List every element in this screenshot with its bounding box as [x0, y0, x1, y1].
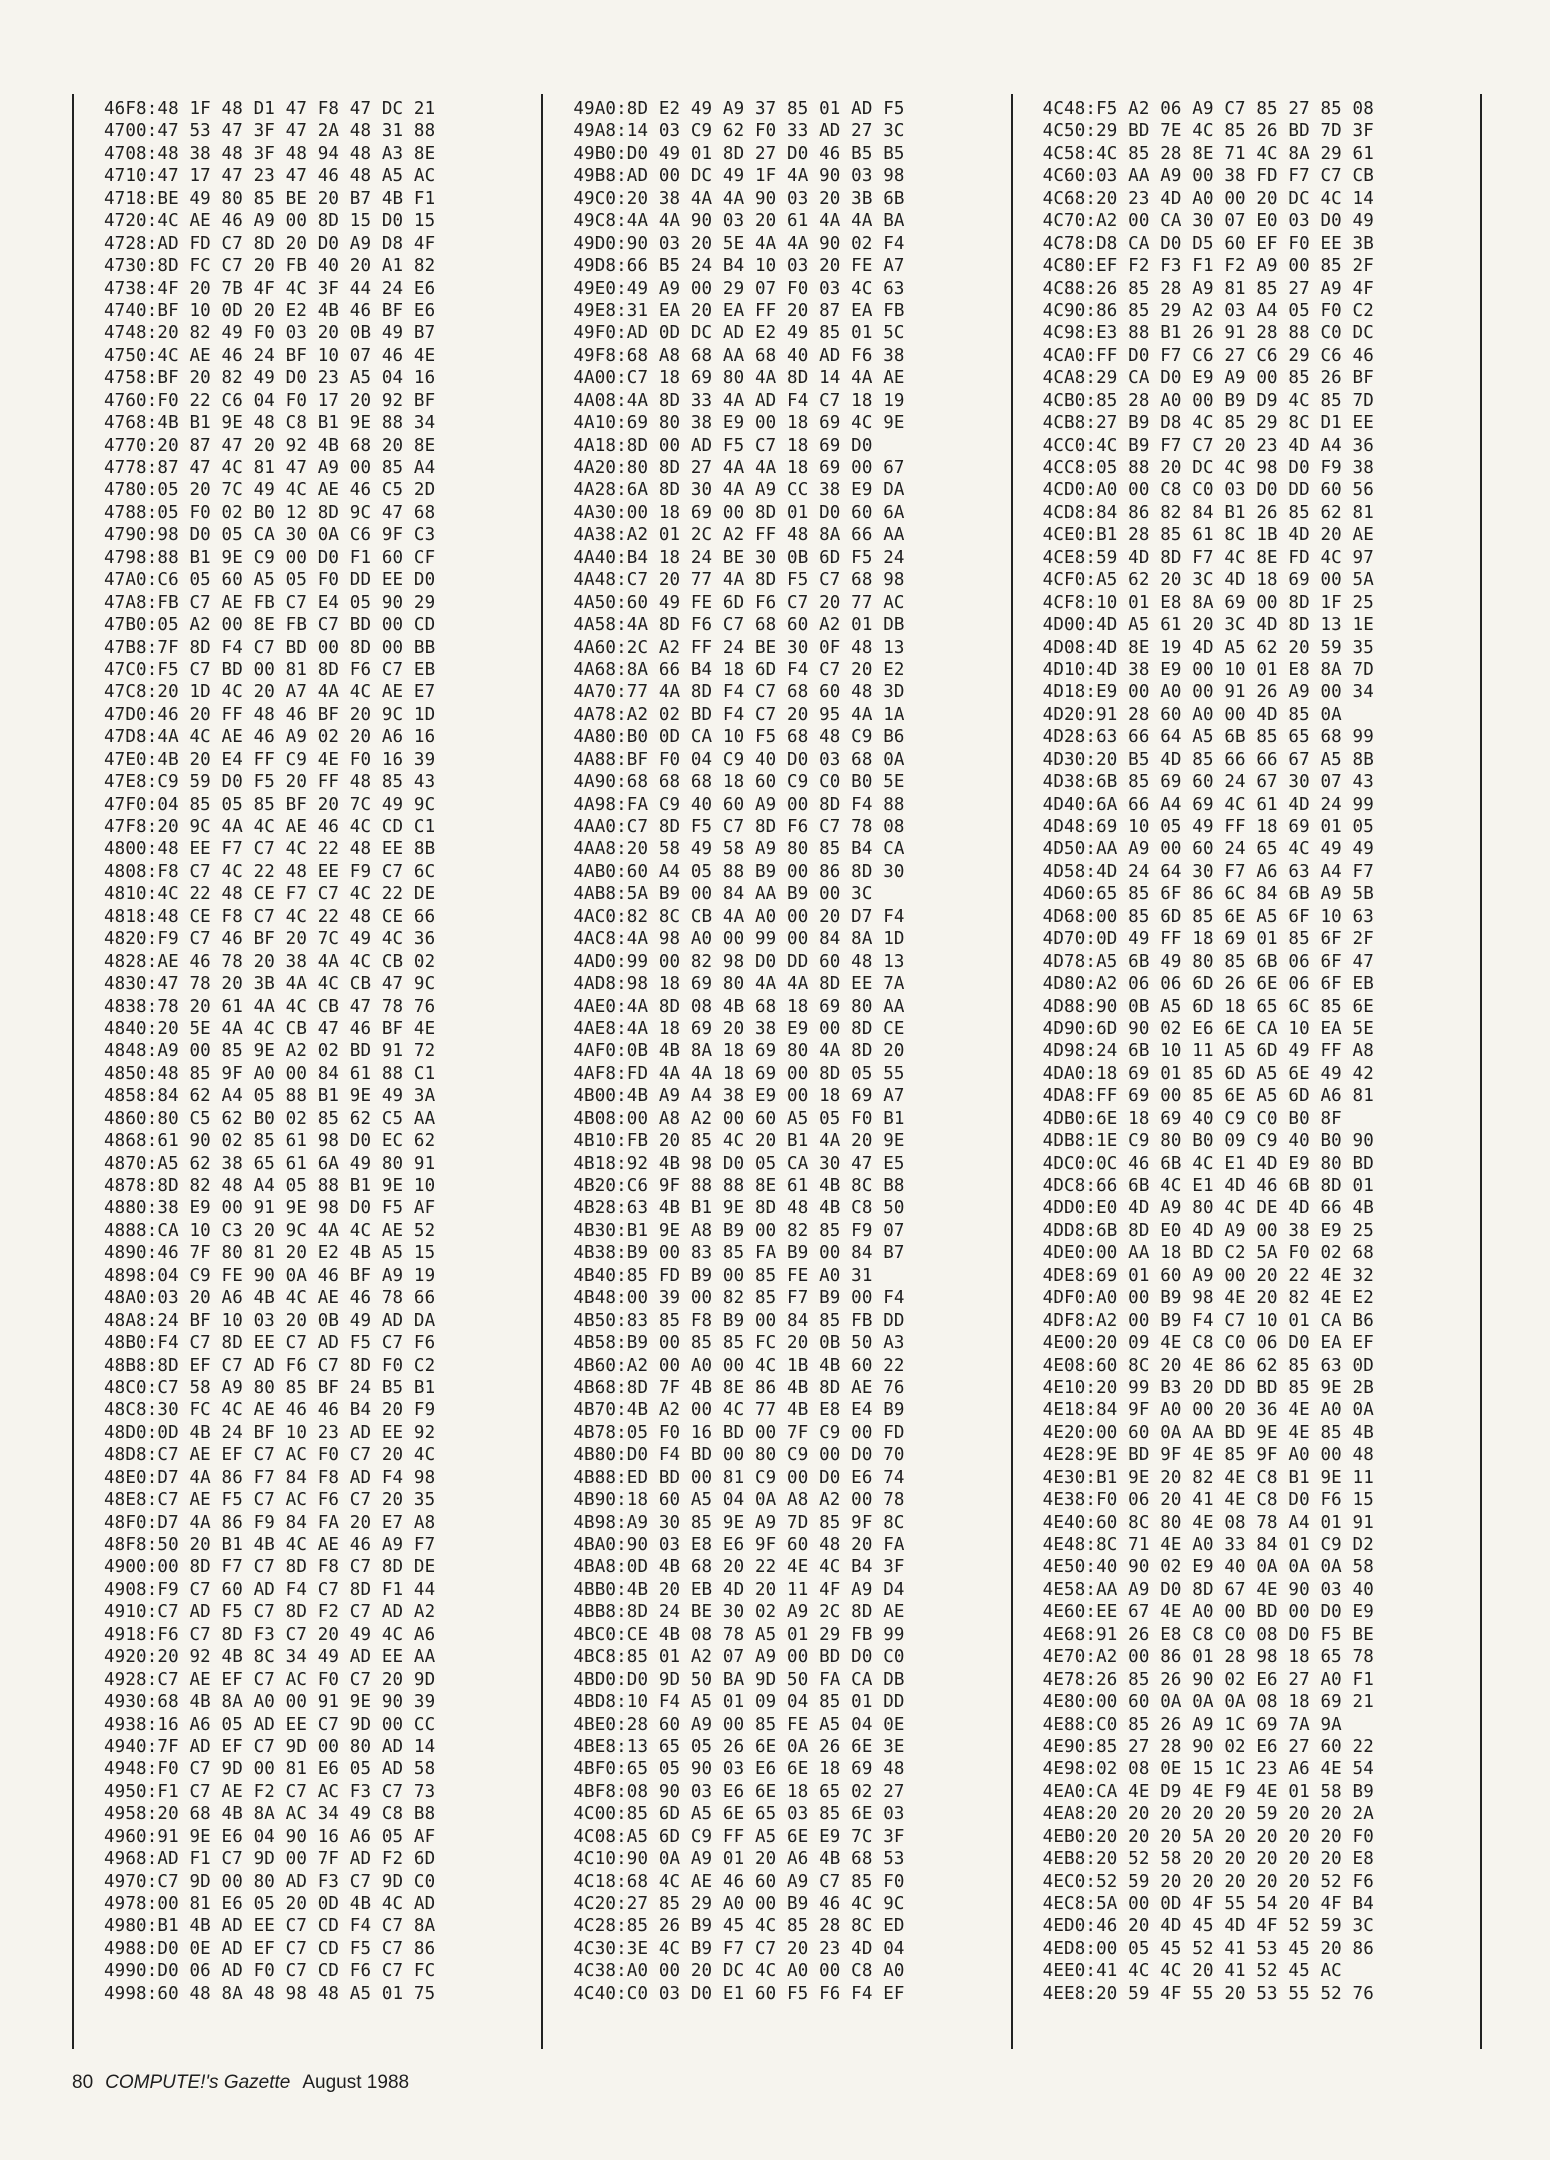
listing-line: 4DA8:FF 69 00 85 6E A5 6D A6 81 [1042, 1086, 1374, 1107]
listing-line: 49B0:D0 49 01 8D 27 D0 46 B5 B5 [573, 143, 905, 164]
listing-line: 48A8:24 BF 10 03 20 0B 49 AD DA [104, 1310, 436, 1331]
listing-line: 47A0:C6 05 60 A5 05 F0 DD EE D0 [104, 570, 436, 591]
listing-line: 4D50:AA A9 00 60 24 65 4C 49 49 [1042, 839, 1374, 860]
listing-line: 4BC8:85 01 A2 07 A9 00 BD D0 C0 [573, 1647, 905, 1668]
listing-line: 4E48:8C 71 4E A0 33 84 01 C9 D2 [1042, 1535, 1374, 1555]
listing-line: 49A8:14 03 C9 62 F0 33 AD 27 3C [573, 121, 905, 142]
listing-line: 4730:8D FC C7 20 FB 40 20 A1 82 [104, 256, 436, 277]
listing-line: 4E70:A2 00 86 01 28 98 18 65 78 [1042, 1647, 1374, 1668]
listing-line: 4EC0:52 59 20 20 20 20 20 52 F6 [1042, 1871, 1374, 1892]
listing-line: 48C8:30 FC 4C AE 46 46 B4 20 F9 [104, 1400, 436, 1421]
page-footer [72, 2072, 409, 2094]
listing-line: 4A40:B4 18 24 BE 30 0B 6D F5 24 [573, 547, 905, 568]
listing-line: 4880:38 E9 00 91 9E 98 D0 F5 AF [104, 1198, 436, 1219]
listing-column-1 [74, 94, 541, 2049]
listing-line: 4830:47 78 20 3B 4A 4C CB 47 9C [104, 974, 436, 995]
listing-line: 47D8:4A 4C AE 46 A9 02 20 A6 16 [104, 727, 436, 748]
listing-line: 4CF0:A5 62 20 3C 4D 18 69 00 5A [1042, 570, 1374, 591]
listing-line: 48C0:C7 58 A9 80 85 BF 24 B5 B1 [104, 1377, 436, 1398]
listing-line: 4D40:6A 66 A4 69 4C 61 4D 24 99 [1042, 794, 1374, 815]
listing-line: 4990:D0 06 AD F0 C7 CD F6 C7 FC [104, 1961, 436, 1982]
listing-line: 4898:04 C9 FE 90 0A 46 BF A9 19 [104, 1265, 436, 1286]
listing-line: 4B60:A2 00 A0 00 4C 1B 4B 60 22 [573, 1355, 905, 1376]
listing-line: 4D28:63 66 64 A5 6B 85 65 68 99 [1042, 727, 1374, 748]
listing-line: 49C8:4A 4A 90 03 20 61 4A 4A BA [573, 211, 905, 232]
listing-line: 4BD0:D0 9D 50 BA 9D 50 FA CA DB [573, 1669, 905, 1690]
listing-line: 4A08:4A 8D 33 4A AD F4 C7 18 19 [573, 390, 905, 411]
listing-line: 4E98:02 08 0E 15 1C 23 A6 4E 54 [1042, 1759, 1374, 1780]
listing-line: 47D0:46 20 FF 48 46 BF 20 9C 1D [104, 704, 436, 725]
listing-line: 4968:AD F1 C7 9D 00 7F AD F2 6D [104, 1849, 436, 1870]
listing-line: 4B98:A9 30 85 9E A9 7D 85 9F 8C [573, 1512, 905, 1533]
listing-line: 4B80:D0 F4 BD 00 80 C9 00 D0 70 [573, 1445, 905, 1466]
listing-line: 4AF8:FD 4A 4A 18 69 00 8D 05 55 [573, 1063, 905, 1084]
listing-line: 4708:48 38 48 3F 48 94 48 A3 8E [104, 143, 436, 164]
listing-line: 4D68:00 85 6D 85 6E A5 6F 10 63 [1042, 906, 1374, 927]
listing-line: 47B8:7F 8D F4 C7 BD 00 8D 00 BB [104, 637, 436, 658]
listing-line: 4C98:E3 88 B1 26 91 28 88 C0 DC [1042, 323, 1374, 344]
listing-line: 4C80:EF F2 F3 F1 F2 A9 00 85 2F [1042, 256, 1374, 277]
listing-column-2 [541, 94, 1010, 2049]
listing-line: 47E8:C9 59 D0 F5 20 FF 48 85 43 [104, 772, 436, 793]
listing-line: 4ED0:46 20 4D 45 4D 4F 52 59 3C [1042, 1916, 1374, 1937]
listing-line: 4E30:B1 9E 20 82 4E C8 B1 9E 11 [1042, 1467, 1374, 1488]
listing-line: 4C78:D8 CA D0 D5 60 EF F0 EE 3B [1042, 233, 1374, 254]
listing-line: 47A8:FB C7 AE FB C7 E4 05 90 29 [104, 592, 436, 613]
listing-line: 4940:7F AD EF C7 9D 00 80 AD 14 [104, 1736, 436, 1757]
listing-line: 4A78:A2 02 BD F4 C7 20 95 4A 1A [573, 704, 905, 725]
listing-line: 4D00:4D A5 61 20 3C 4D 8D 13 1E [1042, 615, 1374, 636]
listing-line: 4CD8:84 86 82 84 B1 26 85 62 81 [1042, 502, 1374, 523]
listing-line: 4B78:05 F0 16 BD 00 7F C9 00 FD [573, 1422, 905, 1443]
listing-line: 4A10:69 80 38 E9 00 18 69 4C 9E [573, 413, 905, 434]
listing-line: 4700:47 53 47 3F 47 2A 48 31 88 [104, 121, 436, 142]
listing-line: 4AA8:20 58 49 58 A9 80 85 B4 CA [573, 839, 905, 860]
listing-line: 4D98:24 6B 10 11 A5 6D 49 FF A8 [1042, 1041, 1374, 1062]
listing-line: 4808:F8 C7 4C 22 48 EE F9 C7 6C [104, 861, 436, 882]
listing-line: 47C0:F5 C7 BD 00 81 8D F6 C7 EB [104, 659, 436, 680]
listing-line: 4EC8:5A 00 0D 4F 55 54 20 4F B4 [1042, 1894, 1374, 1914]
listing-line: 4E50:40 90 02 E9 40 0A 0A 0A 58 [1042, 1557, 1374, 1578]
listing-line: 4838:78 20 61 4A 4C CB 47 78 76 [104, 996, 436, 1017]
listing-line: 4A60:2C A2 FF 24 BE 30 0F 48 13 [573, 637, 905, 658]
listing-line: 4E58:AA A9 D0 8D 67 4E 90 03 40 [1042, 1579, 1374, 1600]
listing-line: 4E40:60 8C 80 4E 08 78 A4 01 91 [1042, 1512, 1374, 1533]
listing-line: 4D80:A2 06 06 6D 26 6E 06 6F EB [1042, 974, 1374, 995]
listing-line: 48F8:50 20 B1 4B 4C AE 46 A9 F7 [104, 1535, 436, 1555]
listing-line: 4908:F9 C7 60 AD F4 C7 8D F1 44 [104, 1579, 436, 1600]
listing-line: 4D78:A5 6B 49 80 85 6B 06 6F 47 [1042, 951, 1374, 972]
listing-line: 48F0:D7 4A 86 F9 84 FA 20 E7 A8 [104, 1512, 436, 1533]
listing-line: 4E10:20 99 B3 20 DD BD 85 9E 2B [1042, 1377, 1374, 1398]
listing-line: 4B20:C6 9F 88 88 8E 61 4B 8C B8 [573, 1176, 905, 1196]
listing-line: 4C40:C0 03 D0 E1 60 F5 F6 F4 EF [573, 1983, 905, 2004]
listing-line: 4868:61 90 02 85 61 98 D0 EC 62 [104, 1131, 436, 1152]
listing-line: 4A80:B0 0D CA 10 F5 68 48 C9 B6 [573, 727, 905, 748]
listing-line: 4CB0:85 28 A0 00 B9 D9 4C 85 7D [1042, 390, 1374, 411]
listing-line: 4DF8:A2 00 B9 F4 C7 10 01 CA B6 [1042, 1310, 1374, 1331]
hex-listing [72, 94, 1482, 2049]
listing-line: 4820:F9 C7 46 BF 20 7C 49 4C 36 [104, 929, 436, 950]
listing-line: 4B58:B9 00 85 85 FC 20 0B 50 A3 [573, 1333, 905, 1354]
listing-line: 4958:20 68 4B 8A AC 34 49 C8 B8 [104, 1804, 436, 1825]
listing-line: 4C58:4C 85 28 8E 71 4C 8A 29 61 [1042, 143, 1374, 164]
listing-line: 4720:4C AE 46 A9 00 8D 15 D0 15 [104, 211, 436, 232]
listing-line: 4C00:85 6D A5 6E 65 03 85 6E 03 [573, 1804, 905, 1825]
listing-line: 4B08:00 A8 A2 00 60 A5 05 F0 B1 [573, 1108, 905, 1129]
listing-line: 47B0:05 A2 00 8E FB C7 BD 00 CD [104, 615, 436, 636]
listing-line: 49E0:49 A9 00 29 07 F0 03 4C 63 [573, 278, 905, 299]
listing-line: 4CB8:27 B9 D8 4C 85 29 8C D1 EE [1042, 413, 1374, 434]
listing-line: 4938:16 A6 05 AD EE C7 9D 00 CC [104, 1714, 436, 1735]
listing-line: 4BA0:90 03 E8 E6 9F 60 48 20 FA [573, 1535, 905, 1555]
listing-line: 48A0:03 20 A6 4B 4C AE 46 78 66 [104, 1288, 436, 1309]
listing-line: 4790:98 D0 05 CA 30 0A C6 9F C3 [104, 525, 436, 546]
listing-line: 4A90:68 68 68 18 60 C9 C0 B0 5E [573, 772, 905, 793]
listing-line: 4738:4F 20 7B 4F 4C 3F 44 24 E6 [104, 278, 436, 299]
listing-line: 4C60:03 AA A9 00 38 FD F7 C7 CB [1042, 166, 1374, 187]
listing-line: 4B10:FB 20 85 4C 20 B1 4A 20 9E [573, 1131, 905, 1152]
listing-line: 4900:00 8D F7 C7 8D F8 C7 8D DE [104, 1557, 436, 1578]
listing-line: 4848:A9 00 85 9E A2 02 BD 91 72 [104, 1041, 436, 1062]
listing-line: 4710:47 17 47 23 47 46 48 A5 AC [104, 166, 436, 187]
listing-line: 4B18:92 4B 98 D0 05 CA 30 47 E5 [573, 1153, 905, 1174]
listing-line: 4EB0:20 20 20 5A 20 20 20 20 F0 [1042, 1826, 1374, 1847]
listing-line: 4AD0:99 00 82 98 D0 DD 60 48 13 [573, 951, 905, 972]
listing-line: 4A20:80 8D 27 4A 4A 18 69 00 67 [573, 458, 905, 478]
listing-line: 47C8:20 1D 4C 20 A7 4A 4C AE E7 [104, 682, 436, 703]
listing-line: 4E60:EE 67 4E A0 00 BD 00 D0 E9 [1042, 1602, 1374, 1623]
listing-line: 4E88:C0 85 26 A9 1C 69 7A 9A [1042, 1714, 1342, 1735]
listing-line: 48B0:F4 C7 8D EE C7 AD F5 C7 F6 [104, 1333, 436, 1354]
listing-line: 4DC8:66 6B 4C E1 4D 46 6B 8D 01 [1042, 1176, 1374, 1196]
listing-line: 4AB8:5A B9 00 84 AA B9 00 3C [573, 884, 873, 905]
listing-line: 4B28:63 4B B1 9E 8D 48 4B C8 50 [573, 1198, 905, 1219]
listing-line: 4CC8:05 88 20 DC 4C 98 D0 F9 38 [1042, 458, 1374, 478]
listing-line: 4920:20 92 4B 8C 34 49 AD EE AA [104, 1647, 436, 1668]
listing-line: 4778:87 47 4C 81 47 A9 00 85 A4 [104, 458, 436, 478]
listing-line: 4BE0:28 60 A9 00 85 FE A5 04 0E [573, 1714, 905, 1735]
listing-line: 4E28:9E BD 9F 4E 85 9F A0 00 48 [1042, 1445, 1374, 1466]
listing-line: 49F0:AD 0D DC AD E2 49 85 01 5C [573, 323, 905, 344]
listing-line: 4EA0:CA 4E D9 4E F9 4E 01 58 B9 [1042, 1781, 1374, 1802]
listing-line: 4C10:90 0A A9 01 20 A6 4B 68 53 [573, 1849, 905, 1870]
listing-line: 4AE0:4A 8D 08 4B 68 18 69 80 AA [573, 996, 905, 1017]
listing-line: 4878:8D 82 48 A4 05 88 B1 9E 10 [104, 1176, 436, 1196]
listing-line: 4B50:83 85 F8 B9 00 84 85 FB DD [573, 1310, 905, 1331]
listing-line: 4DF0:A0 00 B9 98 4E 20 82 4E E2 [1042, 1288, 1374, 1309]
listing-line: 4BB8:8D 24 BE 30 02 A9 2C 8D AE [573, 1602, 905, 1623]
listing-line: 4C50:29 BD 7E 4C 85 26 BD 7D 3F [1042, 121, 1374, 142]
listing-line: 4EE0:41 4C 4C 20 41 52 45 AC [1042, 1961, 1342, 1982]
listing-line: 4B48:00 39 00 82 85 F7 B9 00 F4 [573, 1288, 905, 1309]
listing-line: 4DB0:6E 18 69 40 C9 C0 B0 8F [1042, 1108, 1342, 1129]
listing-line: 4A38:A2 01 2C A2 FF 48 8A 66 AA [573, 525, 905, 546]
listing-line: 4DE0:00 AA 18 BD C2 5A F0 02 68 [1042, 1243, 1374, 1264]
listing-line: 4788:05 F0 02 B0 12 8D 9C 47 68 [104, 502, 436, 523]
listing-line: 4DC0:0C 46 6B 4C E1 4D E9 80 BD [1042, 1153, 1374, 1174]
listing-line: 4718:BE 49 80 85 BE 20 B7 4B F1 [104, 188, 436, 209]
listing-line: 4E68:91 26 E8 C8 C0 08 D0 F5 BE [1042, 1624, 1374, 1645]
listing-line: 4858:84 62 A4 05 88 B1 9E 49 3A [104, 1086, 436, 1107]
listing-line: 4930:68 4B 8A A0 00 91 9E 90 39 [104, 1692, 436, 1713]
listing-line: 49B8:AD 00 DC 49 1F 4A 90 03 98 [573, 166, 905, 187]
listing-line: 4760:F0 22 C6 04 F0 17 20 92 BF [104, 390, 436, 411]
listing-line: 47E0:4B 20 E4 FF C9 4E F0 16 39 [104, 749, 436, 770]
listing-line: 4CE0:B1 28 85 61 8C 1B 4D 20 AE [1042, 525, 1374, 546]
listing-line: 4B68:8D 7F 4B 8E 86 4B 8D AE 76 [573, 1377, 905, 1398]
listing-line: 4818:48 CE F8 C7 4C 22 48 CE 66 [104, 906, 436, 927]
listing-line: 4D70:0D 49 FF 18 69 01 85 6F 2F [1042, 929, 1374, 950]
listing-line: 4BE8:13 65 05 26 6E 0A 26 6E 3E [573, 1736, 905, 1757]
listing-line: 4CF8:10 01 E8 8A 69 00 8D 1F 25 [1042, 592, 1374, 613]
listing-line: 4B38:B9 00 83 85 FA B9 00 84 B7 [573, 1243, 905, 1264]
listing-line: 4888:CA 10 C3 20 9C 4A 4C AE 52 [104, 1220, 436, 1241]
listing-line: 4D10:4D 38 E9 00 10 01 E8 8A 7D [1042, 659, 1374, 680]
listing-line: 4E78:26 85 26 90 02 E6 27 A0 F1 [1042, 1669, 1374, 1690]
listing-line: 4C68:20 23 4D A0 00 20 DC 4C 14 [1042, 188, 1374, 209]
listing-line: 4B70:4B A2 00 4C 77 4B E8 E4 B9 [573, 1400, 905, 1421]
listing-line: 4928:C7 AE EF C7 AC F0 C7 20 9D [104, 1669, 436, 1690]
listing-line: 4DD0:E0 4D A9 80 4C DE 4D 66 4B [1042, 1198, 1374, 1219]
listing-line: 4AD8:98 18 69 80 4A 4A 8D EE 7A [573, 974, 905, 995]
listing-line: 48D8:C7 AE EF C7 AC F0 C7 20 4C [104, 1445, 436, 1466]
listing-line: 4D30:20 B5 4D 85 66 66 67 A5 8B [1042, 749, 1374, 770]
listing-line: 4D58:4D 24 64 30 F7 A6 63 A4 F7 [1042, 861, 1374, 882]
listing-line: 4C28:85 26 B9 45 4C 85 28 8C ED [573, 1916, 905, 1937]
listing-line: 49F8:68 A8 68 AA 68 40 AD F6 38 [573, 345, 905, 366]
listing-line: 4B00:4B A9 A4 38 E9 00 18 69 A7 [573, 1086, 905, 1107]
listing-line: 4C70:A2 00 CA 30 07 E0 03 D0 49 [1042, 211, 1374, 232]
listing-line: 4728:AD FD C7 8D 20 D0 A9 D8 4F [104, 233, 436, 254]
listing-line: 4860:80 C5 62 B0 02 85 62 C5 AA [104, 1108, 436, 1129]
listing-line: 4CA0:FF D0 F7 C6 27 C6 29 C6 46 [1042, 345, 1374, 366]
listing-line: 4980:B1 4B AD EE C7 CD F4 C7 8A [104, 1916, 436, 1937]
listing-line: 4CA8:29 CA D0 E9 A9 00 85 26 BF [1042, 368, 1374, 389]
listing-line: 4A98:FA C9 40 60 A9 00 8D F4 88 [573, 794, 905, 815]
listing-line: 4768:4B B1 9E 48 C8 B1 9E 88 34 [104, 413, 436, 434]
listing-line: 4A30:00 18 69 00 8D 01 D0 60 6A [573, 502, 905, 523]
listing-line: 4810:4C 22 48 CE F7 C7 4C 22 DE [104, 884, 436, 905]
listing-line: 4CC0:4C B9 F7 C7 20 23 4D A4 36 [1042, 435, 1374, 456]
listing-line: 4DD8:6B 8D E0 4D A9 00 38 E9 25 [1042, 1220, 1374, 1241]
listing-line: 4BF8:08 90 03 E6 6E 18 65 02 27 [573, 1781, 905, 1802]
listing-line: 4978:00 81 E6 05 20 0D 4B 4C AD [104, 1894, 436, 1914]
listing-line: 48B8:8D EF C7 AD F6 C7 8D F0 C2 [104, 1355, 436, 1376]
listing-line: 4A50:60 49 FE 6D F6 C7 20 77 AC [573, 592, 905, 613]
listing-line: 4D88:90 0B A5 6D 18 65 6C 85 6E [1042, 996, 1374, 1017]
listing-line: 4758:BF 20 82 49 D0 23 A5 04 16 [104, 368, 436, 389]
listing-line: 4A28:6A 8D 30 4A A9 CC 38 E9 DA [573, 480, 905, 501]
listing-line: 4E90:85 27 28 90 02 E6 27 60 22 [1042, 1736, 1374, 1757]
listing-line: 4D38:6B 85 69 60 24 67 30 07 43 [1042, 772, 1374, 793]
listing-line: 4B40:85 FD B9 00 85 FE A0 31 [573, 1265, 873, 1286]
listing-line: 4A88:BF F0 04 C9 40 D0 03 68 0A [573, 749, 905, 770]
listing-line: 4B88:ED BD 00 81 C9 00 D0 E6 74 [573, 1467, 905, 1488]
listing-line: 4ED8:00 05 45 52 41 53 45 20 86 [1042, 1938, 1374, 1959]
listing-line: 4800:48 EE F7 C7 4C 22 48 EE 8B [104, 839, 436, 860]
listing-column-3 [1011, 94, 1480, 2049]
listing-line: 49A0:8D E2 49 A9 37 85 01 AD F5 [573, 99, 905, 119]
listing-line: 4D60:65 85 6F 86 6C 84 6B A9 5B [1042, 884, 1374, 905]
listing-line: 4EB8:20 52 58 20 20 20 20 20 E8 [1042, 1849, 1374, 1870]
listing-line: 4E38:F0 06 20 41 4E C8 D0 F6 15 [1042, 1490, 1374, 1511]
listing-line: 4828:AE 46 78 20 38 4A 4C CB 02 [104, 951, 436, 972]
listing-line: 4750:4C AE 46 24 BF 10 07 46 4E [104, 345, 436, 366]
listing-line: 4850:48 85 9F A0 00 84 61 88 C1 [104, 1063, 436, 1084]
listing-line: 4EE8:20 59 4F 55 20 53 55 52 76 [1042, 1983, 1374, 2004]
listing-line: 4C30:3E 4C B9 F7 C7 20 23 4D 04 [573, 1938, 905, 1959]
listing-line: 4890:46 7F 80 81 20 E2 4B A5 15 [104, 1243, 436, 1264]
listing-line: 4BC0:CE 4B 08 78 A5 01 29 FB 99 [573, 1624, 905, 1645]
listing-line: 4CD0:A0 00 C8 C0 03 D0 DD 60 56 [1042, 480, 1374, 501]
listing-line: 4798:88 B1 9E C9 00 D0 F1 60 CF [104, 547, 436, 568]
listing-line: 4948:F0 C7 9D 00 81 E6 05 AD 58 [104, 1759, 436, 1780]
listing-line: 4A00:C7 18 69 80 4A 8D 14 4A AE [573, 368, 905, 389]
listing-line: 4918:F6 C7 8D F3 C7 20 49 4C A6 [104, 1624, 436, 1645]
listing-line: 49C0:20 38 4A 4A 90 03 20 3B 6B [573, 188, 905, 209]
listing-line: 4A70:77 4A 8D F4 C7 68 60 48 3D [573, 682, 905, 703]
listing-line: 4DE8:69 01 60 A9 00 20 22 4E 32 [1042, 1265, 1374, 1286]
listing-line: 4AF0:0B 4B 8A 18 69 80 4A 8D 20 [573, 1041, 905, 1062]
listing-line: 47F8:20 9C 4A 4C AE 46 4C CD C1 [104, 817, 436, 837]
listing-line: 4C20:27 85 29 A0 00 B9 46 4C 9C [573, 1894, 905, 1914]
listing-line: 4C88:26 85 28 A9 81 85 27 A9 4F [1042, 278, 1374, 299]
listing-line: 4D90:6D 90 02 E6 6E CA 10 EA 5E [1042, 1018, 1374, 1039]
listing-line: 4D18:E9 00 A0 00 91 26 A9 00 34 [1042, 682, 1374, 703]
listing-line: 4CE8:59 4D 8D F7 4C 8E FD 4C 97 [1042, 547, 1374, 568]
listing-line: 4960:91 9E E6 04 90 16 A6 05 AF [104, 1826, 436, 1847]
listing-line: 4C90:86 85 29 A2 03 A4 05 F0 C2 [1042, 300, 1374, 321]
listing-line: 4988:D0 0E AD EF C7 CD F5 C7 86 [104, 1938, 436, 1959]
listing-line: 49D8:66 B5 24 B4 10 03 20 FE A7 [573, 256, 905, 277]
listing-line: 48E0:D7 4A 86 F7 84 F8 AD F4 98 [104, 1467, 436, 1488]
listing-line: 46F8:48 1F 48 D1 47 F8 47 DC 21 [104, 99, 436, 119]
listing-line: 4BD8:10 F4 A5 01 09 04 85 01 DD [573, 1692, 905, 1713]
listing-line: 4AE8:4A 18 69 20 38 E9 00 8D CE [573, 1018, 905, 1039]
listing-line: 4AA0:C7 8D F5 C7 8D F6 C7 78 08 [573, 817, 905, 837]
listing-line: 4AC8:4A 98 A0 00 99 00 84 8A 1D [573, 929, 905, 950]
listing-line: 4AC0:82 8C CB 4A A0 00 20 D7 F4 [573, 906, 905, 927]
listing-line: 49D0:90 03 20 5E 4A 4A 90 02 F4 [573, 233, 905, 254]
publication-name: COMPUTE!'s Gazette [105, 2072, 291, 2093]
listing-line: 4740:BF 10 0D 20 E2 4B 46 BF E6 [104, 300, 436, 321]
listing-line: 4E20:00 60 0A AA BD 9E 4E 85 4B [1042, 1422, 1374, 1443]
listing-line: 4C18:68 4C AE 46 60 A9 C7 85 F0 [573, 1871, 905, 1892]
listing-line: 4748:20 82 49 F0 03 20 0B 49 B7 [104, 323, 436, 344]
listing-line: 4B90:18 60 A5 04 0A A8 A2 00 78 [573, 1490, 905, 1511]
listing-line: 4AB0:60 A4 05 88 B9 00 86 8D 30 [573, 861, 905, 882]
listing-line: 4A58:4A 8D F6 C7 68 60 A2 01 DB [573, 615, 905, 636]
listing-line: 4D08:4D 8E 19 4D A5 62 20 59 35 [1042, 637, 1374, 658]
listing-line: 4E08:60 8C 20 4E 86 62 85 63 0D [1042, 1355, 1374, 1376]
listing-line: 4DB8:1E C9 80 B0 09 C9 40 B0 90 [1042, 1131, 1374, 1152]
listing-line: 4870:A5 62 38 65 61 6A 49 80 91 [104, 1153, 436, 1174]
listing-line: 4BF0:65 05 90 03 E6 6E 18 69 48 [573, 1759, 905, 1780]
listing-line: 49E8:31 EA 20 EA FF 20 87 EA FB [573, 300, 905, 321]
listing-line: 48E8:C7 AE F5 C7 AC F6 C7 20 35 [104, 1490, 436, 1511]
listing-line: 4A48:C7 20 77 4A 8D F5 C7 68 98 [573, 570, 905, 591]
listing-line: 4D48:69 10 05 49 FF 18 69 01 05 [1042, 817, 1374, 837]
page-number: 80 [72, 2072, 94, 2093]
listing-line: 47F0:04 85 05 85 BF 20 7C 49 9C [104, 794, 436, 815]
listing-line: 48D0:0D 4B 24 BF 10 23 AD EE 92 [104, 1422, 436, 1443]
listing-line: 4998:60 48 8A 48 98 48 A5 01 75 [104, 1983, 436, 2004]
listing-line: 4C08:A5 6D C9 FF A5 6E E9 7C 3F [573, 1826, 905, 1847]
listing-line: 4DA0:18 69 01 85 6D A5 6E 49 42 [1042, 1063, 1374, 1084]
listing-line: 4770:20 87 47 20 92 4B 68 20 8E [104, 435, 436, 456]
listing-line: 4840:20 5E 4A 4C CB 47 46 BF 4E [104, 1018, 436, 1039]
listing-line: 4EA8:20 20 20 20 20 59 20 20 2A [1042, 1804, 1374, 1825]
listing-line: 4C38:A0 00 20 DC 4C A0 00 C8 A0 [573, 1961, 905, 1982]
listing-line: 4E18:84 9F A0 00 20 36 4E A0 0A [1042, 1400, 1374, 1421]
listing-line: 4950:F1 C7 AE F2 C7 AC F3 C7 73 [104, 1781, 436, 1802]
listing-line: 4BB0:4B 20 EB 4D 20 11 4F A9 D4 [573, 1579, 905, 1600]
listing-line: 4BA8:0D 4B 68 20 22 4E 4C B4 3F [573, 1557, 905, 1578]
listing-line: 4C48:F5 A2 06 A9 C7 85 27 85 08 [1042, 99, 1374, 119]
listing-line: 4780:05 20 7C 49 4C AE 46 C5 2D [104, 480, 436, 501]
issue-date: August 1988 [302, 2072, 410, 2093]
listing-line: 4A18:8D 00 AD F5 C7 18 69 D0 [573, 435, 873, 456]
listing-line: 4E80:00 60 0A 0A 0A 08 18 69 21 [1042, 1692, 1374, 1713]
listing-line: 4A68:8A 66 B4 18 6D F4 C7 20 E2 [573, 659, 905, 680]
listing-line: 4B30:B1 9E A8 B9 00 82 85 F9 07 [573, 1220, 905, 1241]
listing-line: 4E00:20 09 4E C8 C0 06 D0 EA EF [1042, 1333, 1374, 1354]
listing-line: 4970:C7 9D 00 80 AD F3 C7 9D C0 [104, 1871, 436, 1892]
listing-line: 4D20:91 28 60 A0 00 4D 85 0A [1042, 704, 1342, 725]
listing-line: 4910:C7 AD F5 C7 8D F2 C7 AD A2 [104, 1602, 436, 1623]
